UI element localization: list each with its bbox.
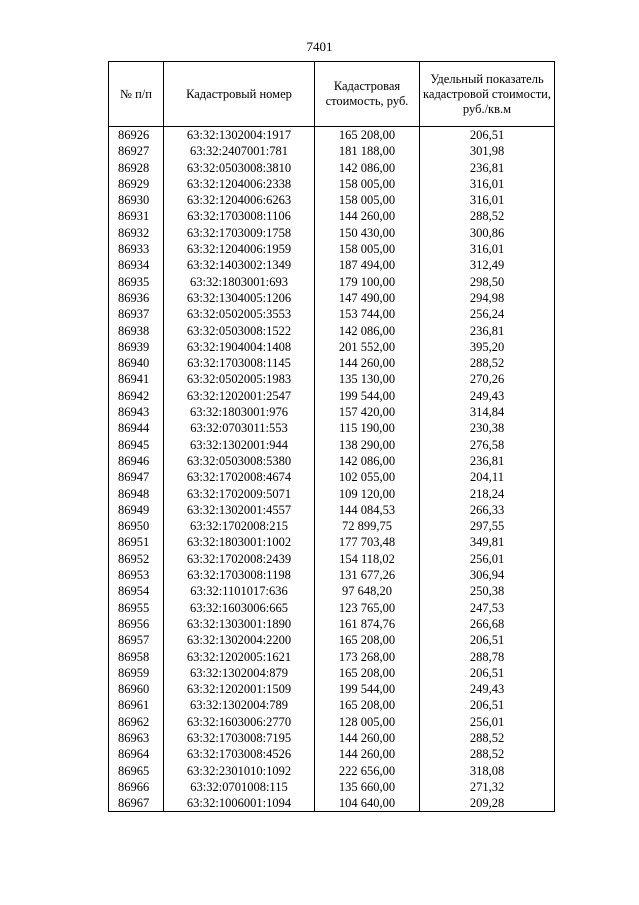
row-number: 86940 (109, 355, 164, 371)
specific-indicator: 266,33 (420, 502, 555, 518)
cadastral-number: 63:32:1006001:1094 (164, 795, 315, 812)
row-number: 86930 (109, 192, 164, 208)
cadastral-value: 142 086,00 (315, 323, 420, 339)
table-row (109, 290, 555, 306)
table-row (109, 339, 555, 355)
page-number: 7401 (306, 39, 333, 54)
specific-indicator: 288,78 (420, 649, 555, 665)
cadastral-value: 138 290,00 (315, 437, 420, 453)
cadastral-value: 173 268,00 (315, 649, 420, 665)
cadastral-number: 63:32:1904004:1408 (164, 339, 315, 355)
table-row (109, 730, 555, 746)
cadastral-number: 63:32:1703008:7195 (164, 730, 315, 746)
table-row (109, 518, 555, 534)
row-number: 86932 (109, 225, 164, 241)
cadastral-number: 63:32:1702009:5071 (164, 486, 315, 502)
cadastral-value: 158 005,00 (315, 176, 420, 192)
cadastral-value: 97 648,20 (315, 583, 420, 599)
row-number: 86956 (109, 616, 164, 632)
row-number: 86939 (109, 339, 164, 355)
row-number: 86929 (109, 176, 164, 192)
cadastral-number: 63:32:0502005:1983 (164, 371, 315, 387)
cadastral-value: 179 100,00 (315, 274, 420, 290)
cadastral-number: 63:32:2301010:1092 (164, 763, 315, 779)
cadastral-number: 63:32:1302004:789 (164, 697, 315, 713)
row-number: 86947 (109, 469, 164, 485)
cadastral-number: 63:32:2407001:781 (164, 143, 315, 159)
cadastral-number: 63:32:1302004:879 (164, 665, 315, 681)
cadastral-value: 154 118,02 (315, 551, 420, 567)
cadastral-value: 144 260,00 (315, 208, 420, 224)
specific-indicator: 206,51 (420, 697, 555, 713)
specific-indicator: 206,51 (420, 127, 555, 144)
specific-indicator: 206,51 (420, 632, 555, 648)
cadastral-number: 63:32:1703008:1198 (164, 567, 315, 583)
cadastral-number: 63:32:1702008:2439 (164, 551, 315, 567)
table-row (109, 192, 555, 208)
table-row (109, 257, 555, 273)
row-number: 86933 (109, 241, 164, 257)
specific-indicator: 249,43 (420, 681, 555, 697)
specific-indicator: 209,28 (420, 795, 555, 812)
table-row (109, 583, 555, 599)
cadastral-number: 63:32:1603006:665 (164, 600, 315, 616)
row-number: 86964 (109, 746, 164, 762)
row-number: 86928 (109, 160, 164, 176)
cadastral-value: 153 744,00 (315, 306, 420, 322)
table-header-row (109, 62, 555, 127)
cadastral-value: 158 005,00 (315, 241, 420, 257)
row-number: 86955 (109, 600, 164, 616)
cadastral-value: 123 765,00 (315, 600, 420, 616)
row-number: 86952 (109, 551, 164, 567)
table-row (109, 665, 555, 681)
cadastral-value: 157 420,00 (315, 404, 420, 420)
table-row (109, 306, 555, 322)
specific-indicator: 256,24 (420, 306, 555, 322)
cadastral-number: 63:32:1204006:2338 (164, 176, 315, 192)
table-row (109, 176, 555, 192)
cadastral-number: 63:32:1703008:1145 (164, 355, 315, 371)
specific-indicator: 236,81 (420, 160, 555, 176)
row-number: 86938 (109, 323, 164, 339)
cadastral-number: 63:32:1803001:976 (164, 404, 315, 420)
specific-indicator: 250,38 (420, 583, 555, 599)
specific-indicator: 270,26 (420, 371, 555, 387)
cadastral-table (108, 61, 555, 812)
row-number: 86950 (109, 518, 164, 534)
table-row (109, 779, 555, 795)
cadastral-number: 63:32:1303001:1890 (164, 616, 315, 632)
cadastral-value: 199 544,00 (315, 681, 420, 697)
cadastral-value: 161 874,76 (315, 616, 420, 632)
table-row (109, 763, 555, 779)
specific-indicator: 249,43 (420, 388, 555, 404)
table-row (109, 632, 555, 648)
specific-indicator: 316,01 (420, 176, 555, 192)
cadastral-value: 201 552,00 (315, 339, 420, 355)
specific-indicator: 312,49 (420, 257, 555, 273)
table-row (109, 404, 555, 420)
cadastral-number: 63:32:1403002:1349 (164, 257, 315, 273)
cadastral-value: 165 208,00 (315, 665, 420, 681)
cadastral-number: 63:32:1803001:693 (164, 274, 315, 290)
cadastral-number: 63:32:1702008:215 (164, 518, 315, 534)
table-row (109, 567, 555, 583)
cadastral-value: 104 640,00 (315, 795, 420, 812)
cadastral-value: 165 208,00 (315, 697, 420, 713)
row-number: 86965 (109, 763, 164, 779)
cadastral-value: 72 899,75 (315, 518, 420, 534)
specific-indicator: 288,52 (420, 730, 555, 746)
row-number: 86960 (109, 681, 164, 697)
row-number: 86951 (109, 534, 164, 550)
cadastral-value: 109 120,00 (315, 486, 420, 502)
specific-indicator: 256,01 (420, 551, 555, 567)
cadastral-number: 63:32:1202005:1621 (164, 649, 315, 665)
specific-indicator: 266,68 (420, 616, 555, 632)
cadastral-number: 63:32:0503008:1522 (164, 323, 315, 339)
cadastral-value: 131 677,26 (315, 567, 420, 583)
table-row (109, 208, 555, 224)
specific-indicator: 294,98 (420, 290, 555, 306)
row-number: 86962 (109, 714, 164, 730)
cadastral-value: 144 084,53 (315, 502, 420, 518)
table-row (109, 649, 555, 665)
cadastral-value: 177 703,48 (315, 534, 420, 550)
specific-indicator: 204,11 (420, 469, 555, 485)
table-row (109, 388, 555, 404)
table-row (109, 746, 555, 762)
table-row (109, 127, 555, 144)
header-num: № п/п (109, 62, 164, 127)
table-row (109, 355, 555, 371)
cadastral-number: 63:32:1302004:1917 (164, 127, 315, 144)
cadastral-number: 63:32:1803001:1002 (164, 534, 315, 550)
specific-indicator: 395,20 (420, 339, 555, 355)
table-row (109, 241, 555, 257)
cadastral-value: 147 490,00 (315, 290, 420, 306)
row-number: 86937 (109, 306, 164, 322)
cadastral-value: 144 260,00 (315, 730, 420, 746)
specific-indicator: 230,38 (420, 420, 555, 436)
table-row (109, 697, 555, 713)
specific-indicator: 288,52 (420, 746, 555, 762)
cadastral-number: 63:32:0503008:5380 (164, 453, 315, 469)
table-row (109, 795, 555, 812)
row-number: 86963 (109, 730, 164, 746)
table-row (109, 323, 555, 339)
cadastral-number: 63:32:1703009:1758 (164, 225, 315, 241)
cadastral-value: 102 055,00 (315, 469, 420, 485)
cadastral-value: 199 544,00 (315, 388, 420, 404)
specific-indicator: 300,86 (420, 225, 555, 241)
specific-indicator: 271,32 (420, 779, 555, 795)
table-row (109, 469, 555, 485)
cadastral-value: 222 656,00 (315, 763, 420, 779)
row-number: 86953 (109, 567, 164, 583)
table-row (109, 534, 555, 550)
row-number: 86957 (109, 632, 164, 648)
specific-indicator: 218,24 (420, 486, 555, 502)
specific-indicator: 349,81 (420, 534, 555, 550)
row-number: 86961 (109, 697, 164, 713)
specific-indicator: 316,01 (420, 241, 555, 257)
row-number: 86927 (109, 143, 164, 159)
table-row (109, 486, 555, 502)
row-number: 86926 (109, 127, 164, 144)
row-number: 86948 (109, 486, 164, 502)
cadastral-number: 63:32:1202001:2547 (164, 388, 315, 404)
specific-indicator: 288,52 (420, 355, 555, 371)
cadastral-number: 63:32:1703008:1106 (164, 208, 315, 224)
row-number: 86943 (109, 404, 164, 420)
header-cadastral-value: Кадастровая стоимость, руб. (315, 62, 420, 127)
header-specific-indicator: Удельный показатель кадастровой стоимости, руб./кв.м (420, 62, 555, 127)
row-number: 86954 (109, 583, 164, 599)
table-row (109, 371, 555, 387)
table-row (109, 160, 555, 176)
cadastral-value: 142 086,00 (315, 453, 420, 469)
cadastral-value: 187 494,00 (315, 257, 420, 273)
cadastral-number: 63:32:1204006:1959 (164, 241, 315, 257)
row-number: 86959 (109, 665, 164, 681)
cadastral-value: 144 260,00 (315, 355, 420, 371)
cadastral-value: 135 660,00 (315, 779, 420, 795)
cadastral-number: 63:32:0502005:3553 (164, 306, 315, 322)
cadastral-number: 63:32:1204006:6263 (164, 192, 315, 208)
specific-indicator: 288,52 (420, 208, 555, 224)
table-row (109, 453, 555, 469)
cadastral-value: 128 005,00 (315, 714, 420, 730)
cadastral-number: 63:32:1702008:4674 (164, 469, 315, 485)
cadastral-value: 142 086,00 (315, 160, 420, 176)
specific-indicator: 276,58 (420, 437, 555, 453)
row-number: 86941 (109, 371, 164, 387)
table-row (109, 681, 555, 697)
specific-indicator: 206,51 (420, 665, 555, 681)
specific-indicator: 247,53 (420, 600, 555, 616)
row-number: 86936 (109, 290, 164, 306)
cadastral-value: 150 430,00 (315, 225, 420, 241)
specific-indicator: 314,84 (420, 404, 555, 420)
row-number: 86942 (109, 388, 164, 404)
table-row (109, 600, 555, 616)
specific-indicator: 316,01 (420, 192, 555, 208)
table-row (109, 551, 555, 567)
cadastral-number: 63:32:0701008:115 (164, 779, 315, 795)
cadastral-value: 158 005,00 (315, 192, 420, 208)
row-number: 86931 (109, 208, 164, 224)
cadastral-value: 115 190,00 (315, 420, 420, 436)
cadastral-number: 63:32:1202001:1509 (164, 681, 315, 697)
cadastral-number: 63:32:1603006:2770 (164, 714, 315, 730)
row-number: 86945 (109, 437, 164, 453)
specific-indicator: 301,98 (420, 143, 555, 159)
specific-indicator: 298,50 (420, 274, 555, 290)
row-number: 86944 (109, 420, 164, 436)
cadastral-value: 165 208,00 (315, 632, 420, 648)
cadastral-value: 144 260,00 (315, 746, 420, 762)
row-number: 86967 (109, 795, 164, 812)
row-number: 86934 (109, 257, 164, 273)
table-row (109, 714, 555, 730)
cadastral-value: 165 208,00 (315, 127, 420, 144)
cadastral-number: 63:32:0503008:3810 (164, 160, 315, 176)
cadastral-number: 63:32:1302004:2200 (164, 632, 315, 648)
specific-indicator: 256,01 (420, 714, 555, 730)
cadastral-value: 135 130,00 (315, 371, 420, 387)
table-row (109, 616, 555, 632)
table-body (109, 127, 555, 812)
table-row (109, 420, 555, 436)
cadastral-number: 63:32:1302001:944 (164, 437, 315, 453)
row-number: 86935 (109, 274, 164, 290)
specific-indicator: 318,08 (420, 763, 555, 779)
cadastral-number: 63:32:1101017:636 (164, 583, 315, 599)
header-cadastral-number: Кадастровый номер (164, 62, 315, 127)
row-number: 86958 (109, 649, 164, 665)
cadastral-number: 63:32:0703011:553 (164, 420, 315, 436)
cadastral-number: 63:32:1703008:4526 (164, 746, 315, 762)
row-number: 86966 (109, 779, 164, 795)
specific-indicator: 306,94 (420, 567, 555, 583)
table-row (109, 274, 555, 290)
specific-indicator: 236,81 (420, 453, 555, 469)
table-row (109, 143, 555, 159)
specific-indicator: 236,81 (420, 323, 555, 339)
table-row (109, 437, 555, 453)
table-row (109, 225, 555, 241)
cadastral-value: 181 188,00 (315, 143, 420, 159)
cadastral-number: 63:32:1302001:4557 (164, 502, 315, 518)
row-number: 86946 (109, 453, 164, 469)
row-number: 86949 (109, 502, 164, 518)
table-row (109, 502, 555, 518)
cadastral-number: 63:32:1304005:1206 (164, 290, 315, 306)
specific-indicator: 297,55 (420, 518, 555, 534)
